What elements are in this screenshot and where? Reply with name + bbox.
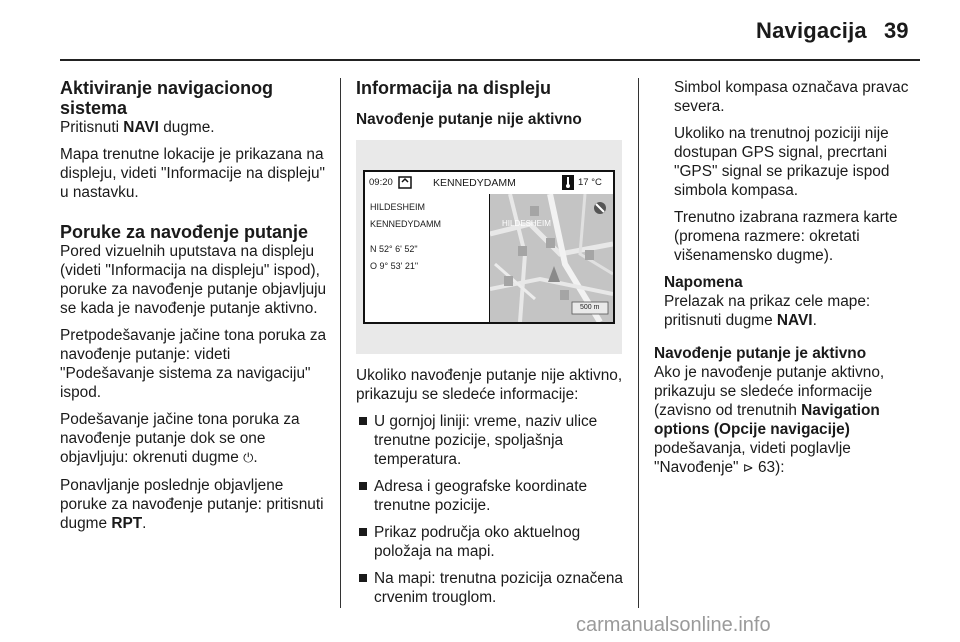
column-2-text	[356, 366, 626, 615]
column-2	[356, 78, 626, 129]
header-divider	[60, 59, 920, 61]
page-title: Navigacija	[756, 18, 867, 43]
screen-temperature: 17 °C	[578, 177, 602, 188]
screen-city: HILDESHEIM	[370, 202, 426, 212]
thermometer-icon	[562, 175, 574, 190]
screen-longitude: O 9° 53' 21"	[370, 261, 419, 271]
navi-keyword: NAVI	[123, 119, 159, 136]
map-graphic	[490, 194, 613, 322]
text: Ponavljanje poslednje objavljene poruke za navođenje putanje: pritisnuti dugme	[60, 477, 324, 532]
navi-keyword: NAVI	[776, 312, 813, 329]
heading-guidance-inactive: Navođenje putanje nije aktivno	[356, 111, 582, 128]
paragraph-inactive-intro: Ukoliko navođenje putanje nije aktivno, prikazuju se sledeće informacije:	[356, 367, 623, 403]
text: 63):	[753, 459, 785, 476]
paragraph-repeat-message	[60, 476, 328, 533]
column-divider-2	[638, 78, 639, 608]
paragraph-scale: Trenutno izabrana razmera karte (promena razmere: okretati višenamensko dugme).	[674, 209, 898, 264]
display-screenshot	[356, 140, 622, 354]
paragraph-active-info	[654, 363, 924, 478]
text: Podešavanje jačine tona poruka za navođenje putanje dok se one objavljuju: okrenuti dugme	[60, 411, 300, 466]
screen-map	[490, 194, 613, 322]
text: Ako je navođenje putanje aktivno, prikazuju se sledeće informacije (zavisno od trenutnih	[654, 364, 885, 419]
bullet-continuation	[654, 78, 924, 265]
screen-info-panel	[365, 194, 490, 322]
heading-display-info: Informacija na displeju	[356, 78, 552, 98]
text: Pritisnuti	[60, 119, 124, 136]
list-item: Prikaz područja oko aktuelnog položaja na mapi.	[356, 523, 626, 561]
heading-guidance-active: Navođenje putanje je aktivno	[654, 345, 867, 362]
note-text	[664, 292, 924, 330]
paragraph-volume-preset: Pretpodešavanje jačine tona poruka za navođenje putanje: videti "Podešavanje sistema za navigaciju" ispod.	[60, 327, 327, 401]
info-bullet-list	[356, 412, 626, 607]
gps-icon	[398, 176, 412, 189]
column-divider-1	[340, 78, 341, 608]
screen-top-bar	[365, 172, 613, 195]
list-item: Adresa i geografske koordinate trenutne pozicije.	[356, 477, 626, 515]
watermark: carmanualsonline.info	[576, 614, 771, 636]
navigation-options-keyword: Navigation options (Opcije navigacije)	[654, 402, 880, 438]
text: .	[142, 515, 147, 532]
page-number: 39	[884, 18, 909, 43]
screen-latitude: N 52° 6' 52"	[370, 244, 418, 254]
list-item: Na mapi: trenutna pozicija označena crvenim trouglom.	[356, 569, 626, 607]
paragraph-visual-guidance: Pored vizuelnih uputstava na displeju (videti "Informacija na displeju" ispod), poruke za navođenje putanje objavljuju se kada je navođenje putanje aktivno.	[60, 243, 327, 317]
map-scale-label: 500 m	[580, 304, 600, 311]
paragraph-map-shown: Mapa trenutne lokacije je prikazana na displeju, videti "Informacije na displeju" u nastavku.	[60, 146, 326, 201]
column-1	[60, 78, 328, 541]
screen-street: KENNEDYDAMM	[433, 177, 516, 189]
text: .	[253, 449, 258, 466]
heading-activate-navigation: Aktiviranje navigacionog sistema	[60, 78, 274, 118]
paragraph-gps: Ukoliko na trenutnoj poziciji nije dostupan GPS signal, precrtani "GPS" signal se prikazuje ispod simbola kompasa.	[674, 125, 890, 199]
paragraph-press-navi	[60, 118, 328, 137]
column-3	[654, 78, 924, 486]
heading-guidance-messages: Poruke za navođenje putanje	[60, 222, 309, 242]
paragraph-compass: Simbol kompasa označava pravac severa.	[674, 79, 909, 115]
map-city-label: HILDESHEIM	[502, 219, 551, 228]
text: .	[812, 312, 817, 329]
page-reference-icon: ⊳	[742, 461, 754, 476]
power-knob-icon: ⏻	[243, 451, 254, 466]
note-box	[654, 273, 924, 330]
text: podešavanja, videti poglavlje "Navođenje"	[654, 440, 851, 476]
note-title: Napomena	[664, 274, 743, 291]
text: Prelazak na prikaz cele mape: pritisnuti dugme	[664, 293, 871, 329]
list-item: U gornjoj liniji: vreme, naziv ulice trenutne pozicije, spoljašnja temperatura.	[356, 412, 626, 469]
screen-time: 09:20	[369, 177, 393, 188]
screen-street-name: KENNEDYDAMM	[370, 219, 442, 229]
paragraph-volume-adjust	[60, 410, 328, 468]
rpt-keyword: RPT	[111, 515, 143, 532]
navigation-screen	[363, 170, 615, 324]
text: dugme.	[158, 119, 215, 136]
